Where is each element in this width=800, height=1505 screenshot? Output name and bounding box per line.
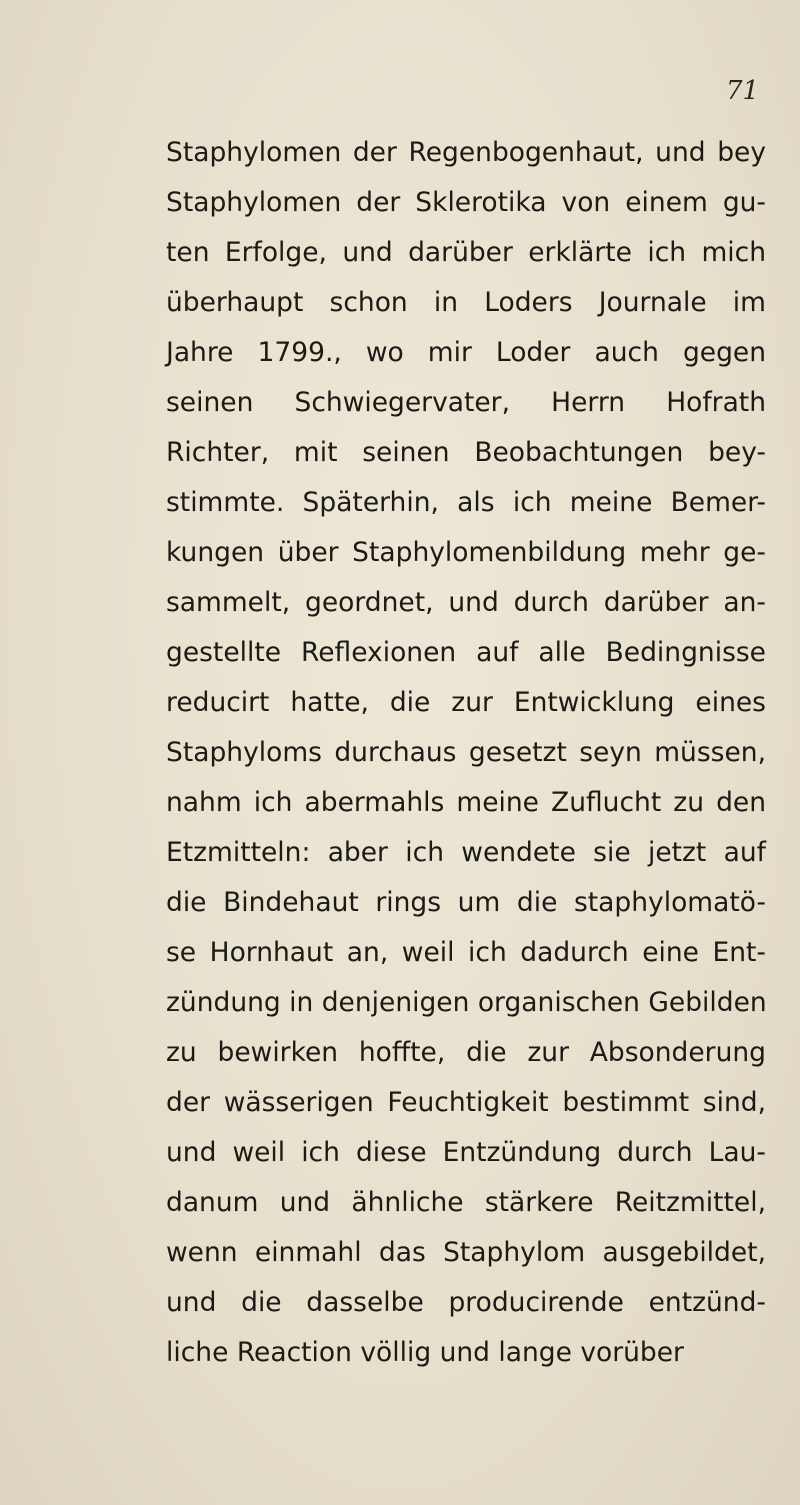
text-line: Staphylomen der Regenbogenhaut, und bey — [166, 137, 766, 168]
text-line: zündung in denjenigen organischen Gebilden — [166, 987, 767, 1018]
text-line: reducirt hatte, die zur Entwicklung eines — [166, 687, 766, 718]
body-text — [166, 128, 766, 1378]
text-line: seinen Schwiegervater, Herrn Hofrath — [166, 387, 766, 418]
text-line: nahm ich abermahls meine Zuflucht zu den — [166, 787, 766, 818]
text-line: überhaupt schon in Loders Journale im — [166, 287, 766, 318]
text-line: sammelt, geordnet, und durch darüber an- — [166, 587, 766, 618]
text-line: die Bindehaut rings um die staphylomatö- — [166, 887, 766, 918]
text-line: der wässerigen Feuchtigkeit bestimmt sind, — [166, 1087, 766, 1118]
text-line: wenn einmahl das Staphylom ausgebildet, — [166, 1237, 766, 1268]
text-line: liche Reaction völlig und lange vorüber — [166, 1337, 684, 1368]
text-line: Jahre 1799., wo mir Loder auch gegen — [166, 337, 766, 368]
text-line: und weil ich diese Entzündung durch Lau- — [166, 1137, 766, 1168]
text-line: Staphyloms durchaus gesetzt seyn müssen, — [166, 737, 766, 768]
text-line: danum und ähnliche stärkere Reitzmittel, — [166, 1187, 766, 1218]
text-line: gestellte Reflexionen auf alle Bedingnisse — [166, 637, 766, 668]
page-number: 71 — [726, 76, 760, 106]
text-line: Richter, mit seinen Beobachtungen bey- — [166, 437, 766, 468]
text-line: Staphylomen der Sklerotika von einem gu- — [166, 187, 766, 218]
text-line: Etzmitteln: aber ich wendete sie jetzt auf — [166, 837, 766, 868]
text-line: kungen über Staphylomenbildung mehr ge- — [166, 537, 766, 568]
text-line: se Hornhaut an, weil ich dadurch eine Ent- — [166, 937, 766, 968]
text-line: ten Erfolge, und darüber erklärte ich mich — [166, 237, 766, 268]
text-line: zu bewirken hoffte, die zur Absonderung — [166, 1037, 766, 1068]
text-line: stimmte. Späterhin, als ich meine Bemer- — [166, 487, 766, 518]
text-line: und die dasselbe producirende entzünd- — [166, 1287, 766, 1318]
